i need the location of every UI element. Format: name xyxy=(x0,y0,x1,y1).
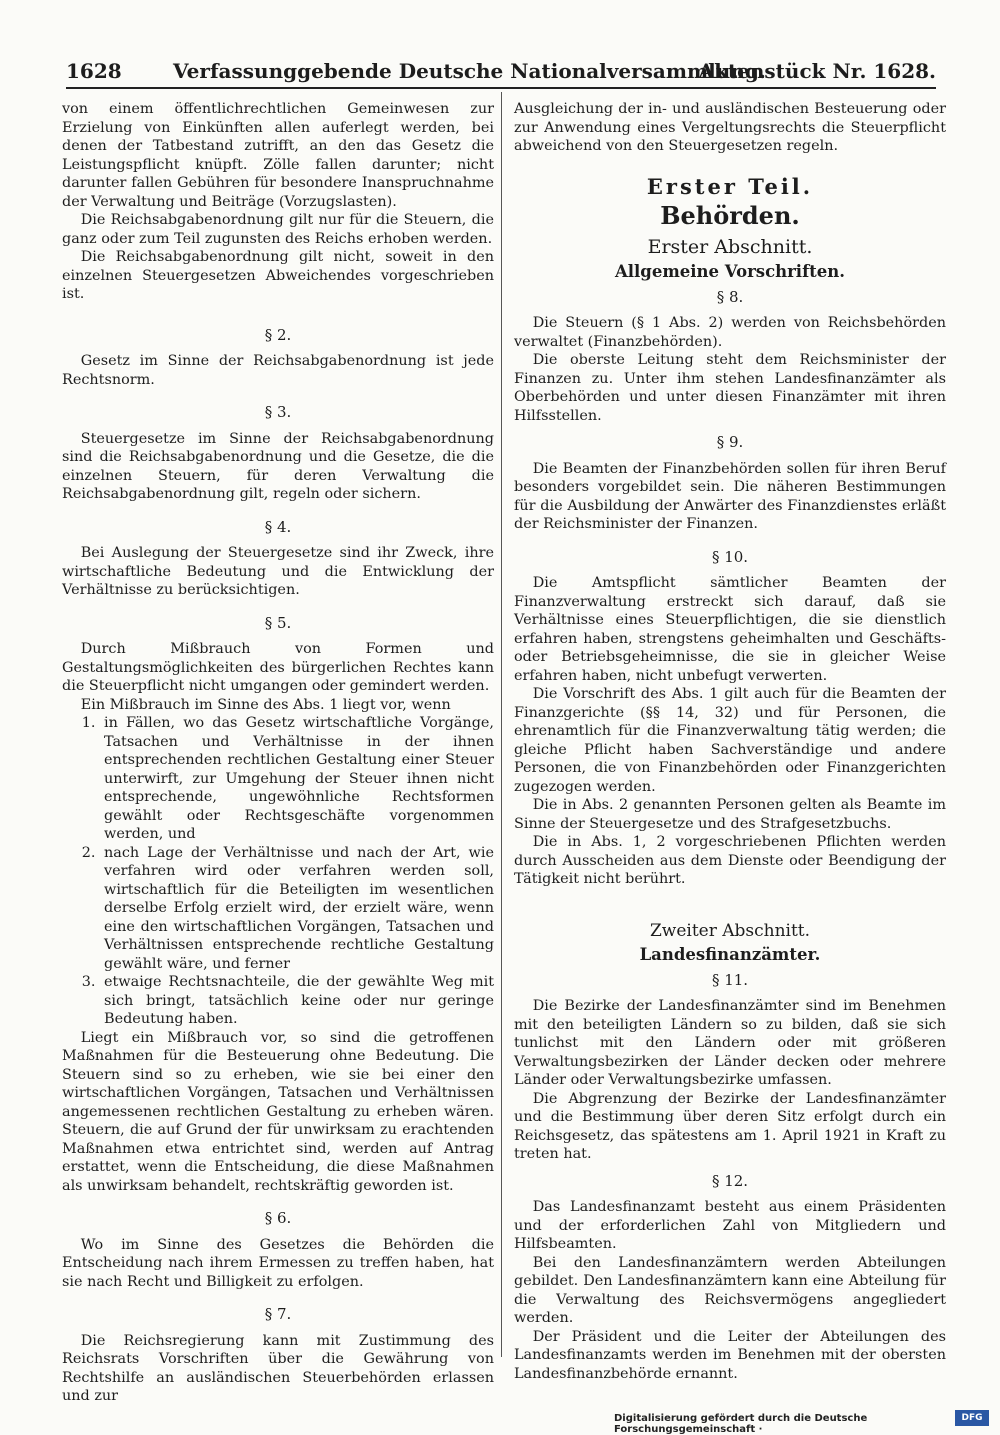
section-number: § 2. xyxy=(264,325,292,344)
section-number: § 8. xyxy=(716,287,744,306)
list-item: 2. nach Lage der Verhältnisse und nach der Art, wie verfahren wird oder verfahren werden soll, wirtschaftlich für die Beteiligten im wesentlichen derselbe Erfolg erzielt wird, der erzielt wäre, wenn eine den wirtschaftlichen Vorgängen, Tatsachen und Verhältnissen entsprechende rechtliche Gestaltung gewählt wäre, und ferner xyxy=(100,844,494,974)
list-item: 3. etwaige Rechtsnachteile, die der gewählte Weg mit sich bringt, tatsächlich keine oder nur geringe Bedeutung haben. xyxy=(100,973,494,1029)
section-number: § 6. xyxy=(264,1209,292,1227)
paragraph: Durch Mißbrauch von Formen und Gestaltungsmöglichkeiten des bürgerlichen Rechtes kann die Steuerpflicht nicht umgangen oder gemindert werden. xyxy=(62,641,494,694)
paragraph: Gesetz im Sinne der Reichsabgabenordnung ist jede Rechtsnorm. xyxy=(62,353,494,388)
chapter-title: Erster Abschnitt. xyxy=(647,235,813,258)
paragraph: Die in Abs. 2 genannten Personen gelten als Beamte im Sinne der Steuergesetze und des Strafgesetzbuchs. xyxy=(514,797,946,832)
paragraph: Steuergesetze im Sinne der Reichsabgabenordnung sind die Reichsabgabenordnung und die Gesetze, die die einzelnen Steuern, für deren Verwaltung die Reichsabgabenordnung gilt, regeln oder sichern. xyxy=(62,430,494,502)
paragraph: Die Reichsabgabenordnung gilt nicht, soweit in den einzelnen Steuergesetzen Abweichendes vorgeschrieben ist. xyxy=(62,249,494,302)
section-number: § 10. xyxy=(711,547,749,566)
paragraph: Die Amtspflicht sämtlicher Beamten der Finanzverwaltung erstreckt sich darauf, daß sie Verhältnisse eines Steuerpflichtigen, die sie dienstlich erfahren haben, strengstens geheimhalten und Geschäfts- oder Betriebsgeheimnisse, die sie in gleicher Weise erfahren haben, nicht unbefugt verwerten. xyxy=(514,575,946,684)
section-number: § 9. xyxy=(716,433,744,451)
digitization-credit: Digitalisierung gefördert durch die Deutsche Forschungsgemeinschaft · xyxy=(614,1413,868,1435)
right-column xyxy=(514,100,946,1383)
paragraph: Die Reichsabgabenordnung gilt nur für die Steuern, die ganz oder zum Teil zugunsten des Reichs erhoben werden. xyxy=(62,212,494,247)
part-subtitle: Behörden. xyxy=(660,200,800,230)
paragraph: Die Beamten der Finanzbehörden sollen für ihren Beruf besonders vorgebildet sein. Die näheren Bestimmungen für die Ausbildung der Anwärter des Finanzdienstes erläßt der Reichsminister der Finanzen. xyxy=(514,460,946,532)
column-divider xyxy=(501,92,502,1357)
section-number: § 5. xyxy=(264,613,292,632)
paragraph: Die Bezirke der Landesfinanzämter sind im Benehmen mit den beteiligten Ländern so zu bilden, daß sie sich tunlichst mit den Ländern oder mit größeren Verwaltungsbezirken der Länder decken oder mehrere Länder oder Verwaltungsbezirke umfassen. xyxy=(514,998,946,1088)
chapter-title: Zweiter Abschnitt. xyxy=(649,920,811,941)
paragraph: Die Steuern (§ 1 Abs. 2) werden von Reichsbehörden verwaltet (Finanzbehörden). xyxy=(514,315,946,350)
page-number: 1628 xyxy=(66,59,122,83)
chapter-heading: Allgemeine Vorschriften. xyxy=(614,261,846,281)
list-item: 1. in Fällen, wo das Gesetz wirtschaftliche Vorgänge, Tatsachen und Verhältnisse in der ihnen entsprechenden rechtlichen Gestaltung einer Steuer unterwirft, zur Umgehung der Steuer ihnen nicht entsprechende, ungewöhnliche Rechtsformen gewählt oder Rechtsgeschäfte vorgenommen werden, und xyxy=(100,714,494,844)
section-number: § 4. xyxy=(264,517,292,536)
paragraph: Wo im Sinne des Gesetzes die Behörden die Entscheidung nach ihrem Ermessen zu treffen haben, hat sie nach Recht und Billigkeit zu erfolgen. xyxy=(62,1236,494,1290)
paragraph: Die in Abs. 1, 2 vorgeschriebenen Pflichten werden durch Ausscheiden aus dem Dienste oder Beendigung der Tätigkeit nicht berührt. xyxy=(514,834,946,887)
part-title: Erster Teil. xyxy=(646,173,814,199)
paragraph: Bei den Landesfinanzämtern werden Abteilungen gebildet. Den Landesfinanzämtern kann eine Abteilung für die Verwaltung des Reichsvermögens angegliedert werden. xyxy=(514,1254,946,1326)
paragraph: Die Vorschrift des Abs. 1 gilt auch für die Beamten der Finanzgerichte (§§ 14, 32) und für Personen, die ehrenamtlich für die Finanzverwaltung tätig werden; die gleiche Pflicht haben Sachverständige und andere Personen, die von Finanzbehörden oder Finanzgerichten zugezogen werden. xyxy=(514,686,946,795)
paragraph: Der Präsident und die Leiter der Abteilungen des Landesfinanzamts werden im Benehmen mit der obersten Landesfinanzbehörde ernannt. xyxy=(514,1328,946,1382)
condition-list xyxy=(62,714,494,1029)
paragraph: Die oberste Leitung steht dem Reichsminister der Finanzen zu. Unter ihm stehen Landesfinanzämter als Oberbehörden und unter diesen Finanzämter mit ihren Hilfsstellen. xyxy=(514,352,946,424)
paragraph: Die Abgrenzung der Bezirke der Landesfinanzämter und die Bestimmung über deren Sitz erfolgt durch ein Reichsgesetz, das spätestens am 1. April 1921 in Kraft zu treten hat. xyxy=(514,1090,946,1162)
left-column xyxy=(62,100,494,1406)
dfg-logo: DFG xyxy=(955,1410,989,1426)
chapter-heading: Landesfinanzämter. xyxy=(639,944,821,964)
paragraph: Liegt ein Mißbrauch vor, so sind die getroffenen Maßnahmen für die Besteuerung ohne Bedeutung. Die Steuern sind so zu erheben, wie sie bei einer den wirtschaftlichen Vorgängen, Tatsachen und Verhältnissen angemessenen rechtlichen Gestaltung zu erheben wären. Steuern, die auf Grund der für unwirksam zu erachtenden Maßnahmen etwa entrichtet sind, werden auf Antrag erstattet, wenn die Entscheidung, die diese Maßnahmen als unwirksam behandelt, rechtskräftig geworden ist. xyxy=(62,1029,494,1194)
paragraph: Bei Auslegung der Steuergesetze sind ihr Zweck, ihre wirtschaftliche Bedeutung und die Entwicklung der Verhältnisse zu berücksichtigen. xyxy=(62,545,494,598)
paragraph: Ausgleichung der in- und ausländischen Besteuerung oder zur Anwendung eines Vergeltungsrechts die Steuerpflicht abweichend von den Steuergesetzen regeln. xyxy=(514,101,946,154)
document-number: Aktenstück Nr. 1628. xyxy=(698,59,936,83)
paragraph: von einem öffentlichrechtlichen Gemeinwesen zur Erzielung von Einkünften allen auferlegt werden, bei denen der Tatbestand zutrifft, an den das Gesetz die Leistungspflicht knüpft. Zölle fallen darunter; nicht darunter fallen Gebühren für besondere Inanspruchnahme der Verwaltung und Beiträge (Vorzugslasten). xyxy=(62,101,494,210)
header-title: Verfassunggebende Deutsche Nationalversammlung. xyxy=(173,59,766,83)
section-number: § 7. xyxy=(264,1305,292,1323)
section-number: § 11. xyxy=(711,970,749,989)
paragraph: Das Landesfinanzamt besteht aus einem Präsidenten und der erforderlichen Zahl von Mitgliedern und Hilfsbeamten. xyxy=(514,1199,946,1252)
section-number: § 3. xyxy=(264,403,292,421)
paragraph: Die Reichsregierung kann mit Zustimmung des Reichsrats Vorschriften über die Gewährung von Rechtshilfe an ausländischen Steuerbehörden erlassen und zur xyxy=(62,1332,494,1404)
page-header xyxy=(66,57,936,89)
section-number: § 12. xyxy=(711,1171,749,1190)
paragraph: Ein Mißbrauch im Sinne des Abs. 1 liegt vor, wenn xyxy=(80,696,451,713)
